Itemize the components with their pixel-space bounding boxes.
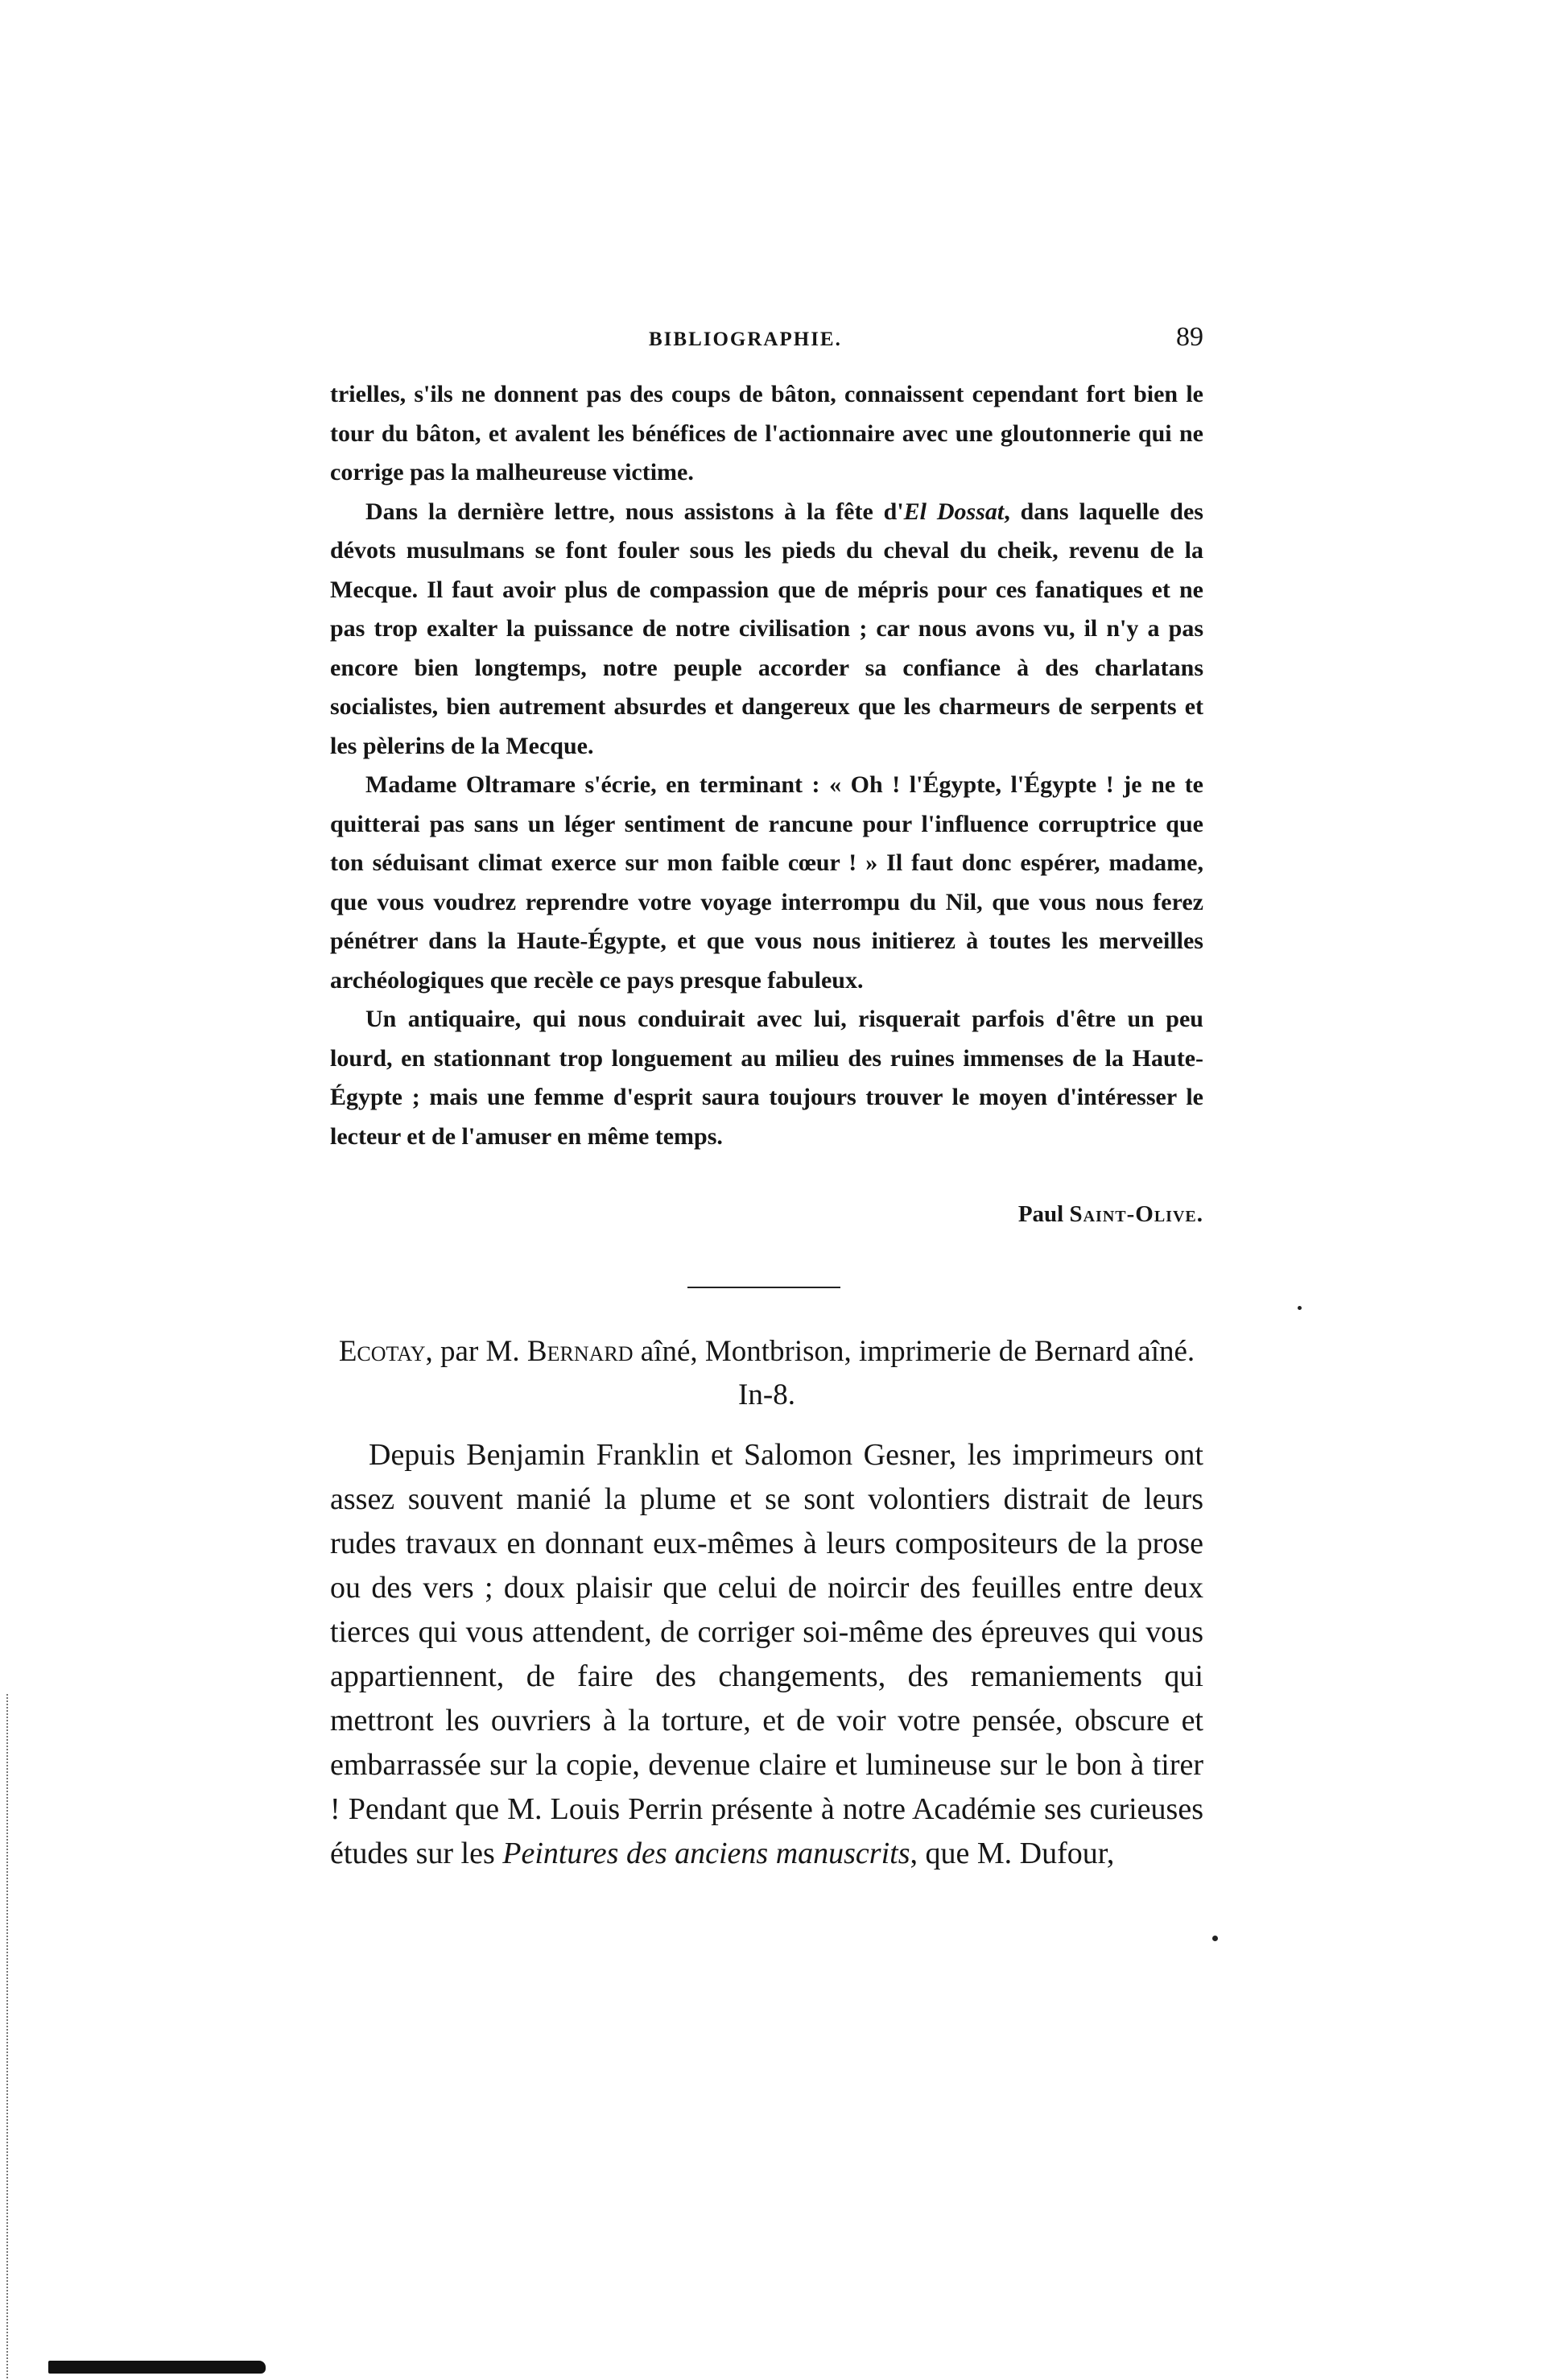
paragraph-el-dossat xyxy=(330,493,1203,766)
paragraph-continued: trielles, s'ils ne donnent pas des coups de bâton, connaissent cependant fort bien le tour du bâton, et avalent les bénéfices de l'actionnaire avec une gloutonnerie qui ne corrige pas la malheureuse victime. xyxy=(330,381,1203,486)
signature-last-name: Saint-Olive. xyxy=(1069,1201,1203,1227)
paragraph-text: , dans laquelle des dévots musulmans se font fouler sous les pieds du cheval du cheik, revenu de la Mecque. Il faut avoir plus de compassion que de mépris pour ces fanatiques et ne pas trop exalter la puissance de notre civilisation ; car nous avons vu, il n'y a pas encore bien longtemps, notre peuple accorder sa confiance à des charlatans socialistes, bien autrement absurdes et dangereux que les charmeurs de serpents et les pèlerins de la Mecque. xyxy=(330,498,1203,759)
page-header xyxy=(330,322,1203,362)
page-number: 89 xyxy=(1176,322,1203,352)
title-connector: , par M. xyxy=(425,1335,527,1368)
italic-place-name: El Dossat xyxy=(903,498,1005,525)
section-divider xyxy=(687,1287,840,1288)
paragraph-text: , que M. Dufour, xyxy=(910,1837,1115,1870)
scan-margin-artifact xyxy=(6,1694,8,2378)
paragraph-oltramare: Madame Oltramare s'écrie, en terminant : « Oh ! l'Égypte, l'Égypte ! je ne te quitterai pas sans un léger sentiment de rancune pour l'influence corruptrice que ton séduisant climat exerce sur mon faible cœur ! » Il faut donc espérer, madame, que vous voudrez reprendre votre voyage interrompu du Nil, que vous nous ferez pénétrer dans la Haute-Égypte, et que vous nous initierez à toutes les merveilles archéologiques que recèle ce pays presque fabuleux. xyxy=(330,771,1203,994)
paragraph-text: Dans la dernière lettre, nous assistons à la fête d' xyxy=(365,498,904,525)
previous-review-text xyxy=(330,375,1203,1156)
ink-dot xyxy=(1212,1936,1218,1941)
running-title: BIBLIOGRAPHIE. xyxy=(649,328,842,350)
next-review-text xyxy=(330,1433,1203,1876)
publication-details: aîné, Montbrison, imprimerie de Bernard aîné. In-8. xyxy=(633,1335,1195,1411)
signature-first-name: Paul xyxy=(1017,1201,1064,1227)
bibliography-entry-title xyxy=(330,1330,1203,1417)
scan-smudge xyxy=(48,2361,266,2374)
paragraph-text: Depuis Benjamin Franklin et Salomon Gesner, les imprimeurs ont assez souvent manié la plume et se sont volontiers distrait de leurs rudes travaux en donnant eux-mêmes à leurs compositeurs de la prose ou des vers ; doux plaisir que celui de noircir des feuilles entre deux tierces qui vous attendent, de corriger soi-même des épreuves qui vous appartiennent, de faire des changements, des remaniements qui mettront les ouvriers à la torture, et de voir votre pensée, obscure et embarrassée sur la copie, devenue claire et lumineuse sur le bon à tirer ! Pendant que M. Louis Perrin présente à notre Académie ses curieuses études sur les xyxy=(330,1438,1203,1870)
ink-dot xyxy=(1298,1306,1302,1310)
paragraph-antiquaire: Un antiquaire, qui nous conduirait avec lui, risquerait parfois d'être un peu lourd, en stationnant trop longuement au milieu des ruines immenses de la Haute-Égypte ; mais une femme d'esprit saura toujours trouver le moyen d'intéresser le lecteur et de l'amuser en même temps. xyxy=(330,1006,1203,1150)
italic-work-title: Peintures des anciens manuscrits xyxy=(502,1837,910,1870)
book-title: Ecotay xyxy=(338,1335,426,1368)
paragraph-franklin xyxy=(330,1433,1203,1876)
author-name: Bernard xyxy=(526,1335,634,1368)
review-signature xyxy=(330,1201,1203,1228)
